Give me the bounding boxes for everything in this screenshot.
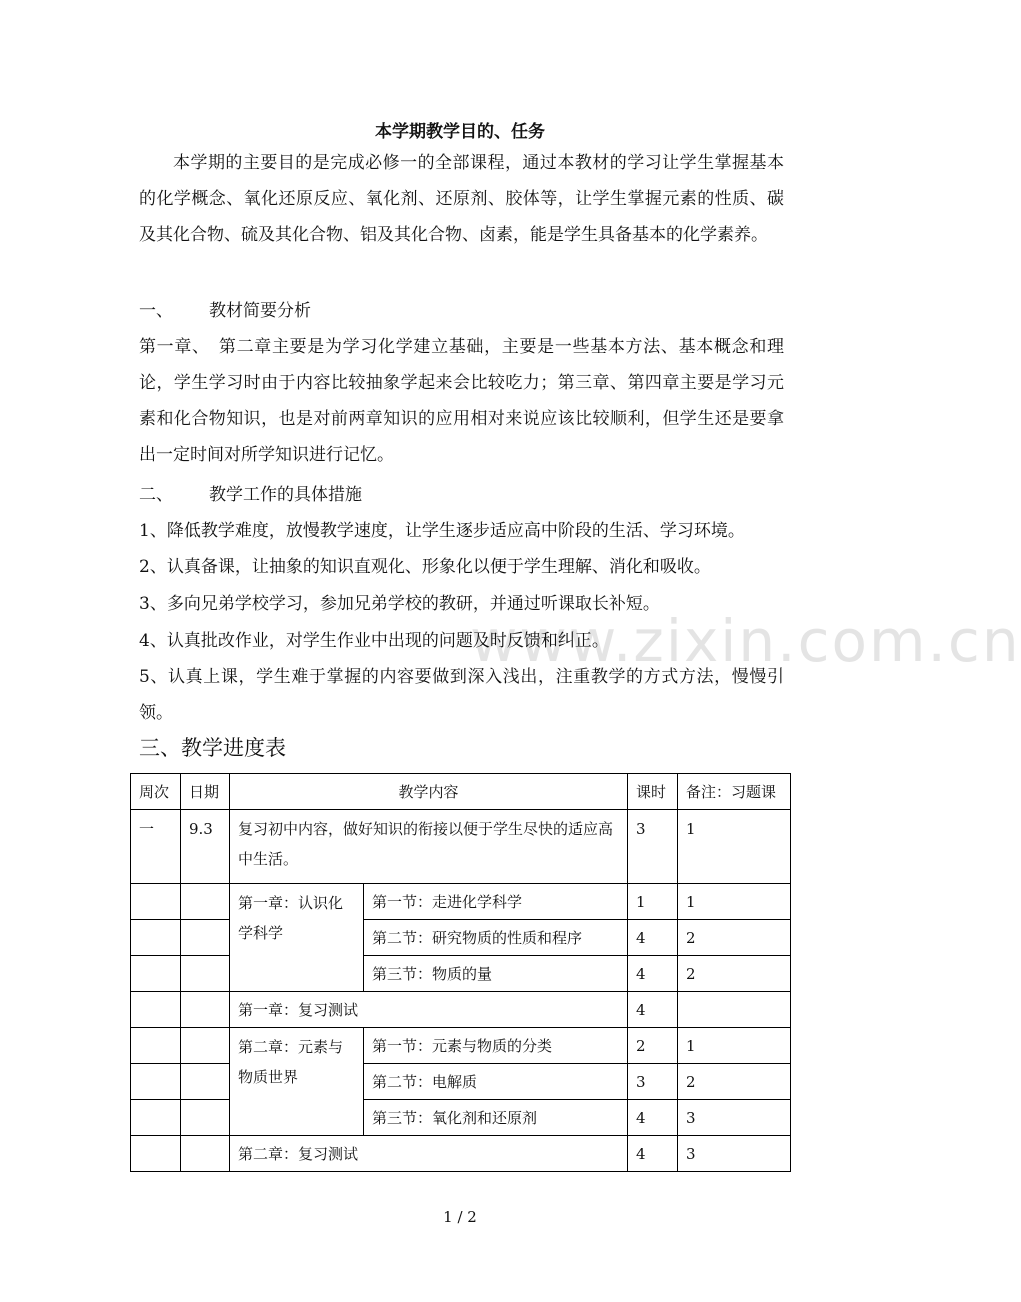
cell-section: 第一节：走进化学科学 [364, 884, 628, 920]
table-header-row [131, 774, 791, 810]
analysis-paragraph: 第一章、 第二章主要是为学习化学建立基础，主要是一些基本方法、基本概念和理论，学生学习时由于内容比较抽象学起来会比较吃力；第三章、第四章主要是学习元素和化合物知识，也是对前两章知识的应用相对来说应该比较顺利，但学生还是要拿出一定时间对所学知识进行记忆。 [139, 337, 784, 465]
section1-title: 教材简要分析 [209, 301, 311, 321]
table-row [131, 884, 791, 920]
cell-hours: 3 [628, 810, 678, 884]
page-indicator: 1 / 2 [443, 1208, 477, 1226]
cell-remark: 2 [678, 920, 791, 956]
header-remark: 备注：习题课 [678, 774, 791, 810]
cell-remark: 1 [678, 1028, 791, 1064]
cell-hours: 2 [628, 1028, 678, 1064]
cell-remark: 3 [678, 1100, 791, 1136]
cell-section: 第三节：物质的量 [364, 956, 628, 992]
cell-remark: 1 [678, 810, 791, 884]
header-date: 日期 [181, 774, 230, 810]
measure-item-1: 1、降低教学难度，放慢教学速度，让学生逐步适应高中阶段的生活、学习环境。 [139, 521, 745, 541]
measure-item-2: 2、认真备课，让抽象的知识直观化、形象化以便于学生理解、消化和吸收。 [139, 557, 711, 577]
cell-hours: 4 [628, 956, 678, 992]
page-title: 本学期教学目的、任务 [375, 122, 545, 142]
chapter2-name: 第二章：元素与物质世界 [230, 1028, 364, 1136]
cell-content: 复习初中内容，做好知识的衔接以便于学生尽快的适应高中生活。 [230, 810, 628, 884]
cell-hours: 3 [628, 1064, 678, 1100]
cell-remark: 1 [678, 884, 791, 920]
cell-hours: 4 [628, 920, 678, 956]
header-week: 周次 [131, 774, 181, 810]
header-content: 教学内容 [230, 774, 628, 810]
section2-number: 二、 [139, 485, 173, 505]
table-row [131, 1136, 791, 1172]
cell-hours: 4 [628, 992, 678, 1028]
chapter1-name: 第一章：认识化学科学 [230, 884, 364, 992]
intro-paragraph: 本学期的主要目的是完成必修一的全部课程，通过本教材的学习让学生掌握基本的化学概念、氧化还原反应、氧化剂、还原剂、胶体等，让学生掌握元素的性质、碳及其化合物、硫及其化合物、铝及其化合物、卤素，能是学生具备基本的化学素养。 [139, 153, 784, 245]
cell-section: 第二节：电解质 [364, 1064, 628, 1100]
measure-item-5: 5、认真上课，学生难于掌握的内容要做到深入浅出，注重教学的方式方法，慢慢引领。 [139, 667, 784, 723]
cell-remark: 3 [678, 1136, 791, 1172]
chapter1-review: 第一章：复习测试 [230, 992, 628, 1028]
watermark: www.zixin.com.cn [470, 607, 1021, 675]
cell-remark: 2 [678, 1064, 791, 1100]
cell-date: 9.3 [181, 810, 230, 884]
schedule-table [130, 773, 791, 1172]
schedule-heading: 三、教学进度表 [139, 736, 286, 760]
table-row [131, 1028, 791, 1064]
table-row [131, 992, 791, 1028]
cell-week: 一 [131, 810, 181, 884]
cell-hours: 4 [628, 1100, 678, 1136]
measure-item-3: 3、多向兄弟学校学习，参加兄弟学校的教研，并通过听课取长补短。 [139, 594, 660, 614]
header-hours: 课时 [628, 774, 678, 810]
measure-item-4: 4、认真批改作业，对学生作业中出现的问题及时反馈和纠正。 [139, 631, 609, 651]
table-row [131, 810, 791, 884]
chapter2-review: 第二章：复习测试 [230, 1136, 628, 1172]
section2-title: 教学工作的具体措施 [209, 485, 362, 505]
cell-hours: 4 [628, 1136, 678, 1172]
cell-remark: 2 [678, 956, 791, 992]
cell-hours: 1 [628, 884, 678, 920]
cell-section: 第三节：氧化剂和还原剂 [364, 1100, 628, 1136]
section2-heading [139, 477, 784, 513]
cell-section: 第一节：元素与物质的分类 [364, 1028, 628, 1064]
cell-remark [678, 992, 791, 1028]
cell-section: 第二节：研究物质的性质和程序 [364, 920, 628, 956]
section1-number: 一、 [139, 301, 173, 321]
section1-heading [139, 293, 784, 329]
